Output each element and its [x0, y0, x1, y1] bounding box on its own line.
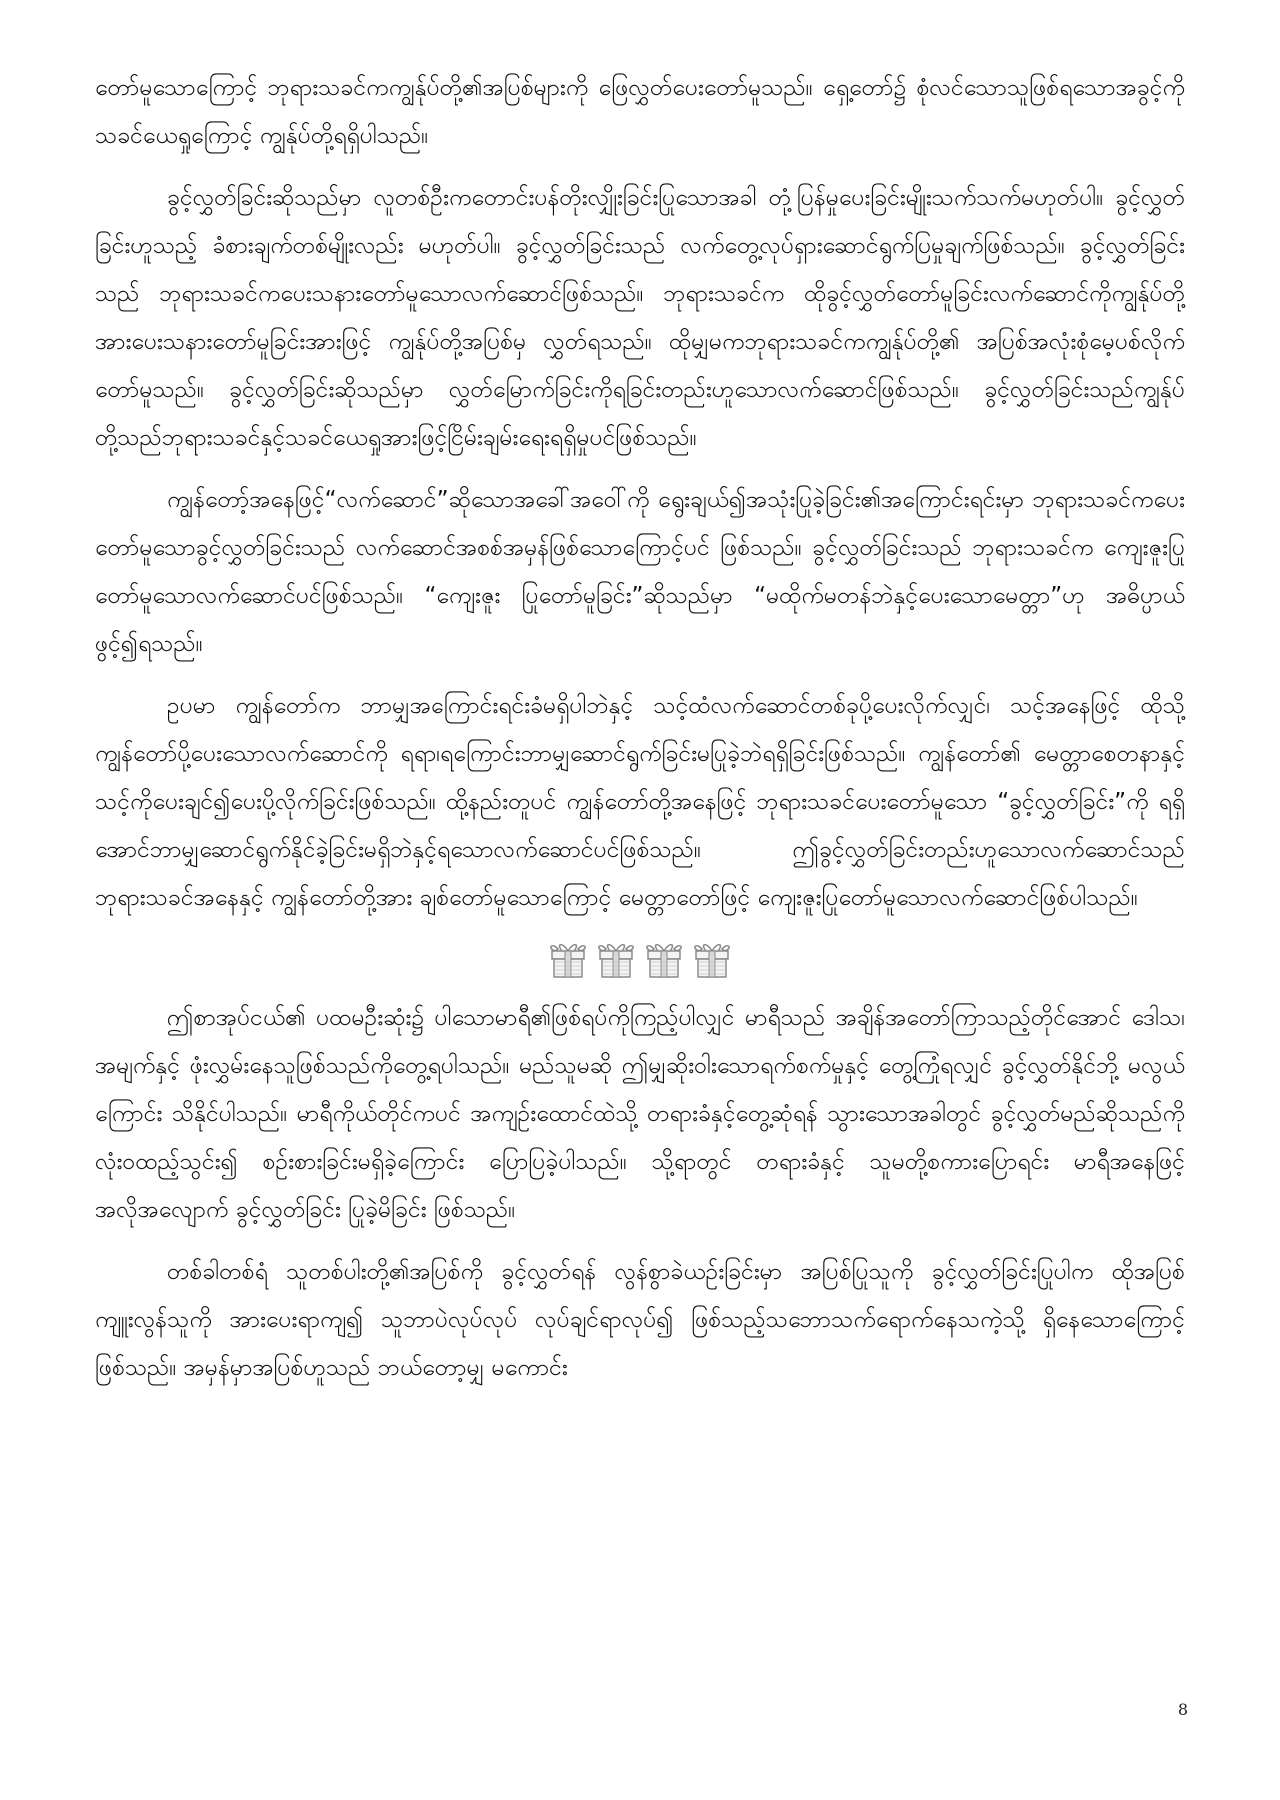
gift-box-icon [642, 940, 686, 980]
paragraph: တော်မူသောကြောင့် ဘုရားသခင်ကကျွန်ုပ်တို့၏အပြစ်များကို ဖြေလွှတ်ပေးတော်မူသည်။ ရှေ့တော်၌ စုံလင်သောသူဖြစ်ရသောအခွင့်ကို သခင်ယေရှုကြောင့် ကျွန်ုပ်တို့ရရှိပါသည်။ [95, 75, 1185, 149]
paragraph: ဥပမာ ကျွန်တော်က ဘာမျှအကြောင်းရင်းခံမရှိပါဘဲနှင့် သင့်ထံလက်ဆောင်တစ်ခုပို့ပေးလိုက်လျှင်၊ သင့်အနေဖြင့် ထိုသို့ကျွန်တော်ပို့ပေးသောလက်ဆောင်ကို ရရာ၊ရကြောင်းဘာမျှဆောင်ရွက်ခြင်းမပြုခဲ့ဘဲရရှိခြင်းဖြစ်သည်။ ကျွန်တော်၏ မေတ္တာစေတနာနှင့် သင့်ကိုပေးချင်၍ပေးပို့လိုက်ခြင်းဖြစ်သည်။ ထို့နည်းတူပင် ကျွန်တော်တို့အနေဖြင့် ဘုရားသခင်ပေးတော်မူသော “ခွင့်လွှတ်ခြင်း”ကို ရရှိအောင်ဘာမျှဆောင်ရွက်နိုင်ခဲ့ခြင်းမရှိဘဲနှင့်ရသောလက်ဆောင်ပင်ဖြစ်သည်။ ဤခွင့်လွှတ်ခြင်းတည်းဟူသောလက်ဆောင်သည် ဘုရားသခင်အနေနှင့် ကျွန်တော်တို့အား ချစ်တော်မူသောကြောင့် မေတ္တာတော်ဖြင့် ကျေးဇူးပြုတော်မူသောလက်ဆောင်ဖြစ်ပါသည်။ [95, 693, 1185, 911]
paragraph: ခွင့်လွှတ်ခြင်းဆိုသည်မှာ လူတစ်ဦးကတောင်းပန်တိုးလျှိုးခြင်းပြုသောအခါ တုံ့ပြန်မှုပေးခြင်းမျိုးသက်သက်မဟုတ်ပါ။ ခွင့်လွှတ်ခြင်းဟူသည့် ခံစားချက်တစ်မျိုးလည်း မဟုတ်ပါ။ ခွင့်လွှတ်ခြင်းသည် လက်တွေ့လုပ်ရှားဆောင်ရွက်ပြမှုချက်ဖြစ်သည်။ ခွင့်လွှတ်ခြင်းသည် ဘုရားသခင်ကပေးသနားတော်မူသောလက်ဆောင်ဖြစ်သည်။ ဘုရားသခင်က ထိုခွင့်လွှတ်တော်မူခြင်းလက်ဆောင်ကိုကျွန်ုပ်တို့အားပေးသနားတော်မူခြင်းအားဖြင့် ကျွန်ုပ်တို့အပြစ်မှ လွှတ်ရသည်။ ထိုမျှမကဘုရားသခင်ကကျွန်ုပ်တို့၏ အပြစ်အလုံးစုံမေ့ပစ်လိုက်တော်မူသည်။ ခွင့်လွှတ်ခြင်းဆိုသည်မှာ လွှတ်မြောက်ခြင်းကိုရခြင်းတည်းဟူသောလက်ဆောင်ဖြစ်သည်။ ခွင့်လွှတ်ခြင်းသည်ကျွန်ုပ်တို့သည်ဘုရားသခင်နှင့်သခင်ယေရှုအားဖြင့်ငြိမ်းချမ်းရေးရရှိမှုပင်ဖြစ်သည်။ [95, 185, 1185, 451]
paragraph: ကျွန်တော့်အနေဖြင့်“လက်ဆောင်”ဆိုသောအခေါ်အဝေါ်ကို ရွေးချယ်၍အသုံးပြုခဲ့ခြင်း၏အကြောင်းရင်းမှာ ဘုရားသခင်ကပေးတော်မူသောခွင့်လွှတ်ခြင်းသည် လက်ဆောင်အစစ်အမှန်ဖြစ်သောကြောင့်ပင် ဖြစ်သည်။ ခွင့်လွှတ်ခြင်းသည် ဘုရားသခင်က ကျေးဇူးပြုတော်မူသောလက်ဆောင်ပင်ဖြစ်သည်။ “ကျေးဇူး ပြုတော်မူခြင်း”ဆိုသည်မှာ “မထိုက်မတန်ဘဲနှင့်ပေးသောမေတ္တာ”ဟု အဓိပ္ပာယ်ဖွင့်၍ရသည်။ [95, 487, 1185, 657]
page-number: 8 [1177, 1700, 1188, 1719]
paragraph: ဤစာအုပ်ငယ်၏ ပထမဦးဆုံး၌ ပါသောမာရီ၏ဖြစ်ရပ်ကိုကြည့်ပါလျှင် မာရီသည် အချိန်အတော်ကြာသည့်တိုင်အောင် ဒေါသ၊ အမျက်နှင့် ဖုံးလွှမ်းနေသူဖြစ်သည်ကိုတွေ့ရပါသည်။ မည်သူမဆို ဤမျှဆိုးဝါးသောရက်စက်မှုနှင့် တွေ့ကြုံရလျှင် ခွင့်လွှတ်နိုင်ဘို့ မလွယ်ကြောင်း သိနိုင်ပါသည်။ မာရီကိုယ်တိုင်ကပင် အကျဉ်းထောင်ထဲသို့ တရားခံနှင့်တွေ့ဆုံရန် သွားသောအခါတွင် ခွင့်လွှတ်မည်ဆိုသည်ကို လုံးဝထည့်သွင်း၍ စဉ်းစားခြင်းမရှိခဲ့ကြောင်း ပြောပြခဲ့ပါသည်။ သို့ရာတွင် တရားခံနှင့် သူမတို့စကားပြောရင်း မာရီအနေဖြင့် အလိုအလျောက် ခွင့်လွှတ်ခြင်း ပြုခဲ့မိခြင်း ဖြစ်သည်။ [95, 1005, 1185, 1223]
gift-box-icon [594, 940, 638, 980]
body-text [95, 64, 1185, 1406]
gift-box-icon [690, 940, 734, 980]
paragraph: တစ်ခါတစ်ရံ သူတစ်ပါးတို့၏အပြစ်ကို ခွင့်လွှတ်ရန် လွန်စွာခဲယဉ်းခြင်းမှာ အပြစ်ပြုသူကို ခွင့်လွှတ်ခြင်းပြုပါက ထိုအပြစ်ကျူးလွန်သူကို အားပေးရာကျ၍ သူဘာပဲလုပ်လုပ် လုပ်ချင်ရာလုပ်၍ ဖြစ်သည့်သဘောသက်ရောက်နေသကဲ့သို့ ရှိနေသောကြောင့်ဖြစ်သည်။ အမှန်မှာအပြစ်ဟူသည် ဘယ်တော့မျှ မကောင်း [95, 1259, 1185, 1381]
gift-box-icon [546, 940, 590, 980]
section-divider-ornament [95, 936, 1185, 984]
